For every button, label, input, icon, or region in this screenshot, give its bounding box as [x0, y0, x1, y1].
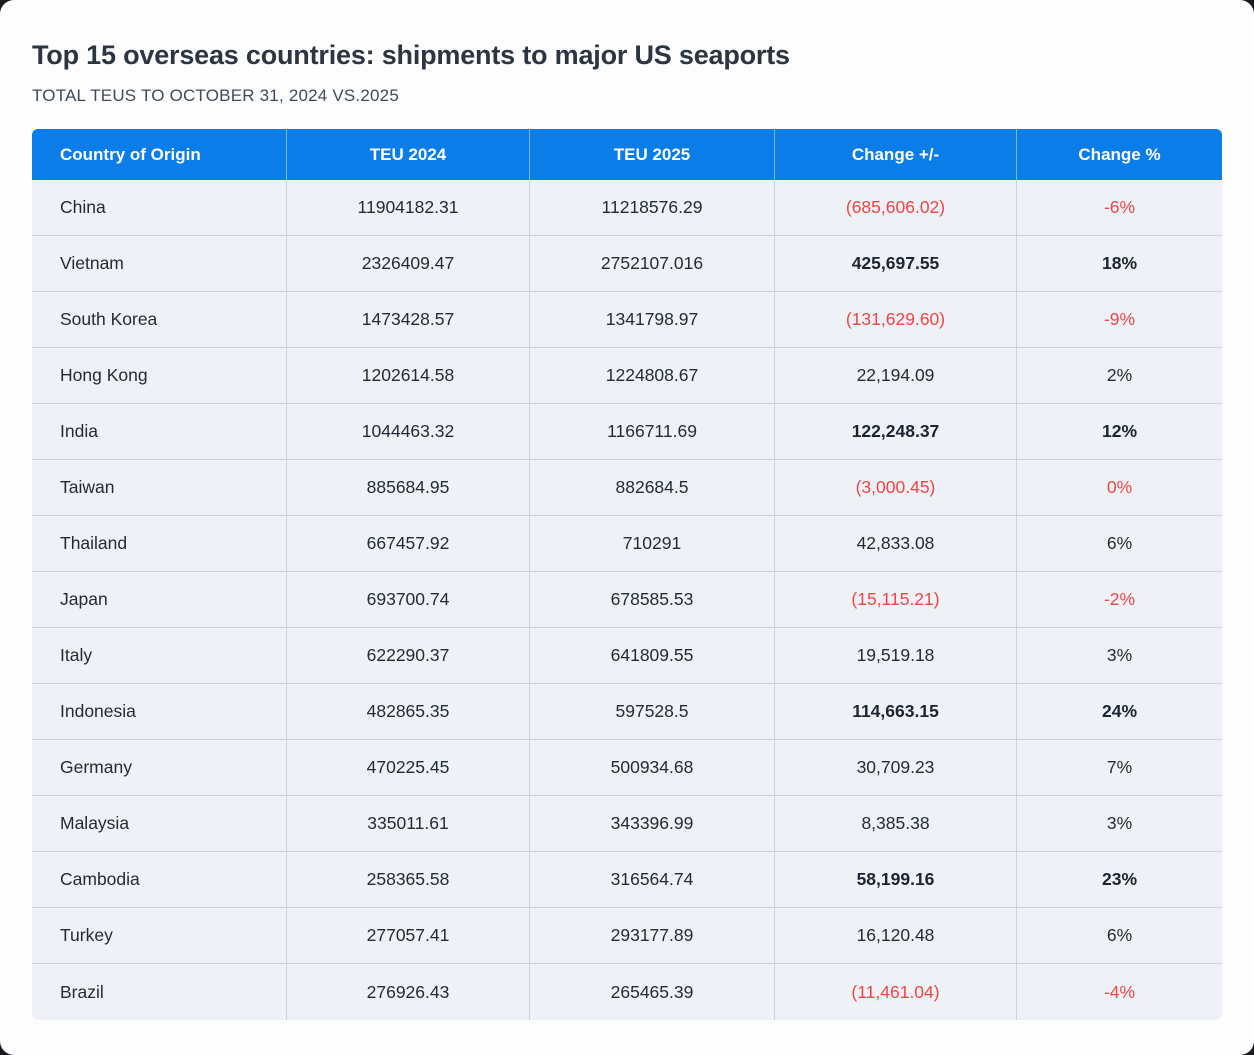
cell-teu-2024: 1044463.32: [287, 404, 530, 460]
cell-change-pct: -2%: [1017, 572, 1222, 628]
cell-change: 425,697.55: [775, 236, 1017, 292]
table-row: [32, 516, 1222, 572]
cell-teu-2024: 482865.35: [287, 684, 530, 740]
table-row: [32, 348, 1222, 404]
cell-country: Taiwan: [32, 460, 287, 516]
cell-change: 114,663.15: [775, 684, 1017, 740]
cell-country: Thailand: [32, 516, 287, 572]
cell-teu-2025: 710291: [530, 516, 775, 572]
table-header: [32, 129, 1222, 180]
cell-change: (685,606.02): [775, 180, 1017, 236]
cell-teu-2025: 882684.5: [530, 460, 775, 516]
cell-teu-2024: 276926.43: [287, 964, 530, 1020]
page-subtitle: TOTAL TEUS TO OCTOBER 31, 2024 VS.2025: [32, 86, 399, 105]
cell-country: Turkey: [32, 908, 287, 964]
shipments-table: [32, 129, 1222, 1020]
cell-change: 122,248.37: [775, 404, 1017, 460]
cell-teu-2025: 597528.5: [530, 684, 775, 740]
cell-country: Germany: [32, 740, 287, 796]
cell-country: Hong Kong: [32, 348, 287, 404]
cell-change-pct: 2%: [1017, 348, 1222, 404]
cell-teu-2024: 622290.37: [287, 628, 530, 684]
table-row: [32, 964, 1222, 1020]
cell-teu-2025: 1224808.67: [530, 348, 775, 404]
cell-change-pct: 6%: [1017, 908, 1222, 964]
cell-change: 19,519.18: [775, 628, 1017, 684]
cell-change: 30,709.23: [775, 740, 1017, 796]
cell-teu-2024: 1202614.58: [287, 348, 530, 404]
cell-country: Indonesia: [32, 684, 287, 740]
cell-teu-2024: 667457.92: [287, 516, 530, 572]
table-row: [32, 404, 1222, 460]
cell-country: Italy: [32, 628, 287, 684]
table-row: [32, 852, 1222, 908]
cell-change: (11,461.04): [775, 964, 1017, 1020]
cell-change: (3,000.45): [775, 460, 1017, 516]
cell-teu-2025: 1341798.97: [530, 292, 775, 348]
cell-country: India: [32, 404, 287, 460]
cell-change-pct: 24%: [1017, 684, 1222, 740]
cell-country: South Korea: [32, 292, 287, 348]
table-row: [32, 292, 1222, 348]
cell-teu-2024: 11904182.31: [287, 180, 530, 236]
cell-teu-2024: 470225.45: [287, 740, 530, 796]
cell-teu-2024: 258365.58: [287, 852, 530, 908]
table-row: [32, 236, 1222, 292]
cell-teu-2024: 2326409.47: [287, 236, 530, 292]
page-title: Top 15 overseas countries: shipments to major US seaports: [32, 40, 790, 70]
shipments-table-wrapper: [32, 129, 1222, 1020]
cell-teu-2024: 693700.74: [287, 572, 530, 628]
cell-teu-2024: 335011.61: [287, 796, 530, 852]
cell-country: Cambodia: [32, 852, 287, 908]
cell-change: 16,120.48: [775, 908, 1017, 964]
cell-change-pct: 3%: [1017, 628, 1222, 684]
cell-change: 8,385.38: [775, 796, 1017, 852]
cell-teu-2025: 265465.39: [530, 964, 775, 1020]
cell-change: 22,194.09: [775, 348, 1017, 404]
cell-change-pct: 23%: [1017, 852, 1222, 908]
table-row: [32, 796, 1222, 852]
cell-teu-2025: 641809.55: [530, 628, 775, 684]
cell-change-pct: 18%: [1017, 236, 1222, 292]
cell-country: Vietnam: [32, 236, 287, 292]
column-header-country: Country of Origin: [32, 129, 287, 180]
cell-country: Japan: [32, 572, 287, 628]
cell-teu-2025: 316564.74: [530, 852, 775, 908]
cell-change-pct: -6%: [1017, 180, 1222, 236]
cell-teu-2025: 343396.99: [530, 796, 775, 852]
cell-teu-2025: 2752107.016: [530, 236, 775, 292]
column-header-teu-2024: TEU 2024: [287, 129, 530, 180]
cell-country: China: [32, 180, 287, 236]
cell-change-pct: 7%: [1017, 740, 1222, 796]
cell-teu-2025: 11218576.29: [530, 180, 775, 236]
table-row: [32, 460, 1222, 516]
cell-change-pct: -4%: [1017, 964, 1222, 1020]
cell-change-pct: 0%: [1017, 460, 1222, 516]
cell-change: 42,833.08: [775, 516, 1017, 572]
cell-teu-2025: 500934.68: [530, 740, 775, 796]
cell-change-pct: 6%: [1017, 516, 1222, 572]
table-row: [32, 908, 1222, 964]
cell-teu-2025: 293177.89: [530, 908, 775, 964]
cell-teu-2024: 277057.41: [287, 908, 530, 964]
cell-country: Malaysia: [32, 796, 287, 852]
cell-teu-2024: 1473428.57: [287, 292, 530, 348]
column-header-change-pct: Change %: [1017, 129, 1222, 180]
cell-teu-2025: 1166711.69: [530, 404, 775, 460]
table-body: [32, 180, 1222, 1020]
header-row: [32, 129, 1222, 180]
table-row: [32, 684, 1222, 740]
table-row: [32, 740, 1222, 796]
cell-change: 58,199.16: [775, 852, 1017, 908]
cell-change-pct: 12%: [1017, 404, 1222, 460]
column-header-change: Change +/-: [775, 129, 1017, 180]
cell-change-pct: 3%: [1017, 796, 1222, 852]
cell-country: Brazil: [32, 964, 287, 1020]
cell-teu-2025: 678585.53: [530, 572, 775, 628]
cell-teu-2024: 885684.95: [287, 460, 530, 516]
cell-change: (131,629.60): [775, 292, 1017, 348]
table-row: [32, 180, 1222, 236]
table-row: [32, 628, 1222, 684]
table-row: [32, 572, 1222, 628]
cell-change-pct: -9%: [1017, 292, 1222, 348]
column-header-teu-2025: TEU 2025: [530, 129, 775, 180]
cell-change: (15,115.21): [775, 572, 1017, 628]
